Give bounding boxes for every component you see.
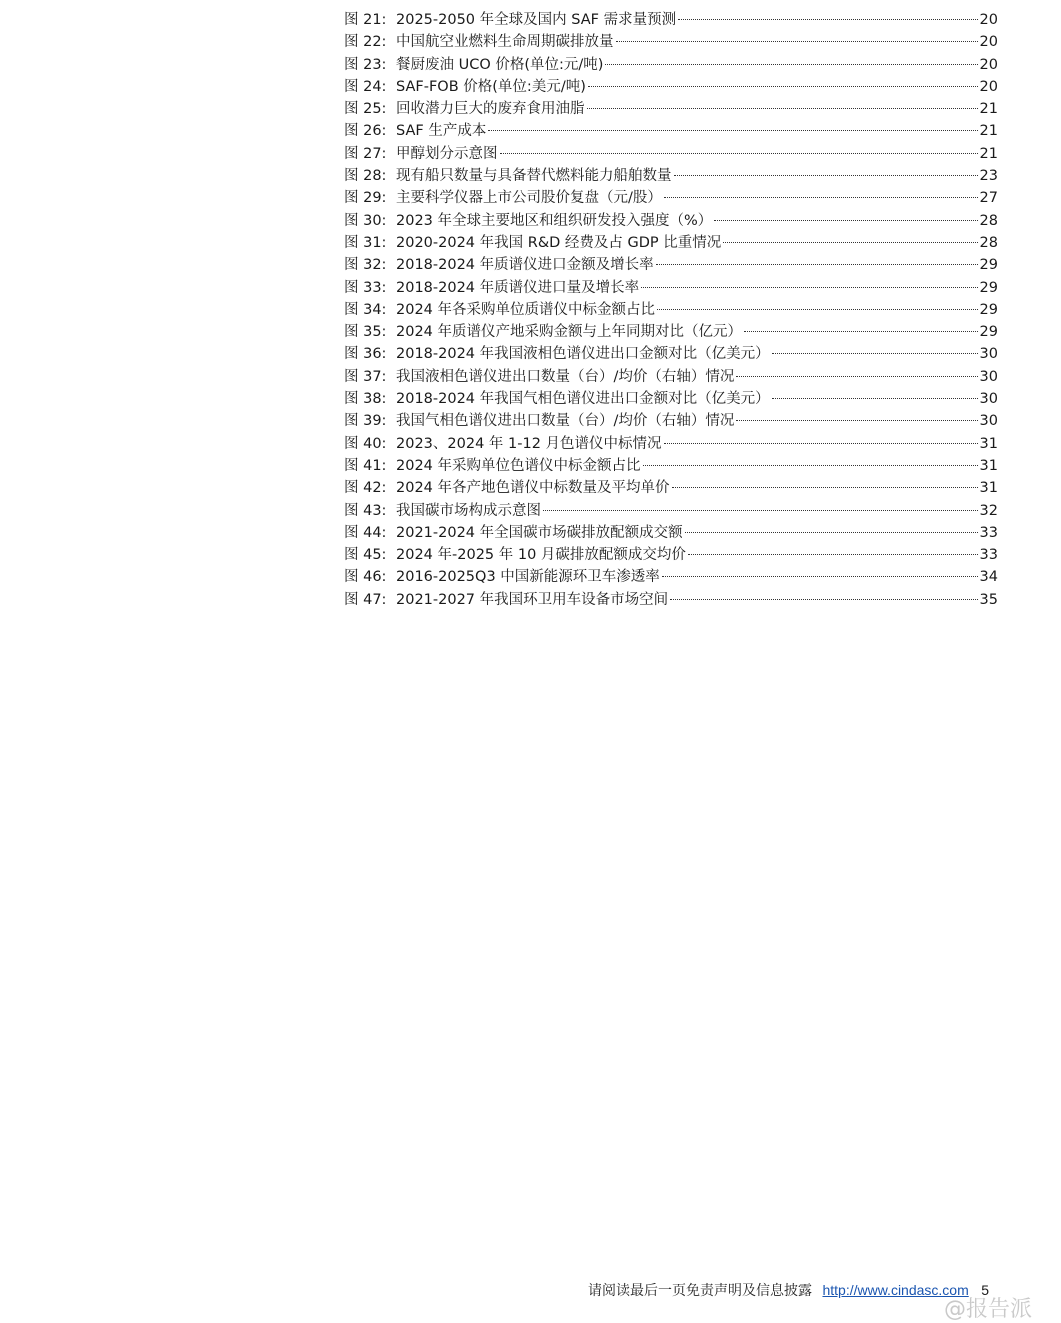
toc-entry[interactable] [344,76,998,98]
dot-leader [772,398,978,399]
figure-title: 现有船只数量与具备替代燃料能力船舶数量 [396,168,672,185]
page-ref: 33 [979,524,998,541]
dot-leader [662,576,978,577]
toc-entry[interactable] [344,522,998,544]
page-ref: 29 [979,301,998,318]
toc-entry[interactable] [344,343,998,365]
figure-number: 图 39: [344,413,387,430]
toc-entry[interactable] [344,566,998,588]
figure-title: 2024 年各采购单位质谱仪中标金额占比 [396,301,656,318]
page-ref: 23 [979,168,998,185]
page-number: 5 [981,1282,989,1298]
figure-number: 图 30: [344,212,387,229]
dot-leader [543,510,978,511]
dot-leader [672,487,978,488]
toc-entry[interactable] [344,299,998,321]
toc-entry[interactable] [344,321,998,343]
watermark: @报告派 [944,1297,1033,1322]
toc-entry[interactable] [344,232,998,254]
figure-title: 我国碳市场构成示意图 [396,502,541,519]
figure-title: 2024 年各产地色谱仪中标数量及平均单价 [396,480,670,497]
figure-title: 甲醇划分示意图 [396,145,498,162]
toc-entry[interactable] [344,366,998,388]
figure-number: 图 41: [344,457,387,474]
figure-number: 图 29: [344,190,387,207]
dot-leader [657,309,978,310]
page-ref: 30 [979,368,998,385]
dot-leader [744,331,978,332]
dot-leader [772,353,978,354]
figure-number: 图 40: [344,435,387,452]
toc-entry[interactable] [344,544,998,566]
toc-entry[interactable] [344,254,998,276]
figure-title: 2024 年-2025 年 10 月碳排放配额成交均价 [396,547,686,564]
figure-number: 图 28: [344,168,387,185]
figure-number: 图 26: [344,123,387,140]
figure-number: 图 23: [344,56,387,73]
page-ref: 31 [979,435,998,452]
toc-entry[interactable] [344,433,998,455]
figure-number: 图 31: [344,234,387,251]
page-ref: 29 [979,257,998,274]
page-ref: 30 [979,391,998,408]
dot-leader [500,153,978,154]
figure-index [344,9,998,611]
dot-leader [588,86,978,87]
figure-number: 图 42: [344,480,387,497]
figure-number: 图 38: [344,391,387,408]
page-ref: 32 [979,502,998,519]
figure-number: 图 47: [344,591,387,608]
page-ref: 31 [979,480,998,497]
page-ref: 29 [979,279,998,296]
page-ref: 28 [979,212,998,229]
dot-leader [723,242,977,243]
page-ref: 34 [979,569,998,586]
figure-number: 图 22: [344,34,387,51]
figure-title: 2018-2024 年质谱仪进口量及增长率 [396,279,640,296]
toc-entry[interactable] [344,477,998,499]
dot-leader [664,443,978,444]
figure-title: 主要科学仪器上市公司股价复盘（元/股） [396,190,662,207]
figure-number: 图 44: [344,524,387,541]
toc-entry[interactable] [344,165,998,187]
figure-title: 2024 年采购单位色谱仪中标金额占比 [396,457,641,474]
website-link[interactable]: http://www.cindasc.com [822,1282,969,1298]
dot-leader [664,197,978,198]
page-footer [588,1280,989,1301]
page-ref: 27 [979,190,998,207]
dot-leader [641,287,977,288]
figure-number: 图 45: [344,547,387,564]
figure-number: 图 21: [344,12,387,28]
page-ref: 21 [979,123,998,140]
figure-number: 图 36: [344,346,387,363]
dot-leader [656,264,978,265]
toc-entry[interactable] [344,410,998,432]
toc-entry[interactable] [344,9,998,31]
figure-title: SAF-FOB 价格(单位:美元/吨) [396,78,586,95]
toc-entry[interactable] [344,98,998,120]
page-ref: 30 [979,413,998,430]
toc-entry[interactable] [344,54,998,76]
figure-title: 2024 年质谱仪产地采购金额与上年同期对比（亿元） [396,324,743,341]
page-ref: 20 [979,12,998,28]
page-ref: 20 [979,56,998,73]
toc-entry[interactable] [344,210,998,232]
figure-number: 图 34: [344,301,387,318]
figure-number: 图 32: [344,257,387,274]
dot-leader [587,108,978,109]
figure-number: 图 33: [344,279,387,296]
figure-title: 2025-2050 年全球及国内 SAF 需求量预测 [396,12,677,28]
figure-number: 图 25: [344,101,387,118]
figure-number: 图 46: [344,569,387,586]
page-ref: 35 [979,591,998,608]
figure-title: 中国航空业燃料生命周期碳排放量 [396,34,614,51]
dot-leader [643,465,978,466]
figure-title: SAF 生产成本 [396,123,487,140]
figure-title: 2020-2024 年我国 R&D 经费及占 GDP 比重情况 [396,234,722,251]
toc-entry[interactable] [344,388,998,410]
toc-entry[interactable] [344,277,998,299]
figure-number: 图 24: [344,78,387,95]
figure-title: 2018-2024 年我国液相色谱仪进出口金额对比（亿美元） [396,346,770,363]
dot-leader [736,376,977,377]
figure-title: 2021-2027 年我国环卫用车设备市场空间 [396,591,669,608]
figure-number: 图 37: [344,368,387,385]
toc-entry[interactable] [344,31,998,53]
disclaimer-note: 请阅读最后一页免责声明及信息披露 [588,1283,813,1299]
toc-entry[interactable] [344,143,998,165]
page-ref: 21 [979,101,998,118]
page-ref: 29 [979,324,998,341]
toc-entry[interactable] [344,589,998,611]
dot-leader [670,599,977,600]
toc-entry[interactable] [344,120,998,142]
dot-leader [674,175,978,176]
page-ref: 28 [979,234,998,251]
dot-leader [616,41,978,42]
dot-leader [488,130,977,131]
figure-number: 图 43: [344,502,387,519]
dot-leader [685,532,978,533]
page-ref: 20 [979,78,998,95]
page-ref: 30 [979,346,998,363]
dot-leader [736,420,977,421]
figure-title: 我国液相色谱仪进出口数量（台）/均价（右轴）情况 [396,368,735,385]
figure-number: 图 27: [344,145,387,162]
toc-entry[interactable] [344,455,998,477]
dot-leader [714,220,977,221]
figure-title: 2016-2025Q3 中国新能源环卫车渗透率 [396,569,660,586]
figure-title: 2021-2024 年全国碳市场碳排放配额成交额 [396,524,683,541]
dot-leader [605,64,977,65]
page-ref: 31 [979,457,998,474]
dot-leader [678,19,977,20]
toc-entry[interactable] [344,187,998,209]
page-ref: 21 [979,145,998,162]
figure-number: 图 35: [344,324,387,341]
figure-title: 2018-2024 年我国气相色谱仪进出口金额对比（亿美元） [396,391,770,408]
figure-title: 我国气相色谱仪进出口数量（台）/均价（右轴）情况 [396,413,735,430]
figure-title: 2018-2024 年质谱仪进口金额及增长率 [396,257,654,274]
figure-title: 回收潜力巨大的废弃食用油脂 [396,101,585,118]
figure-title: 2023 年全球主要地区和组织研发投入强度（%） [396,212,713,229]
toc-entry[interactable] [344,500,998,522]
page-ref: 33 [979,547,998,564]
page-ref: 20 [979,34,998,51]
figure-title: 餐厨废油 UCO 价格(单位:元/吨) [396,56,604,73]
dot-leader [688,554,978,555]
figure-title: 2023、2024 年 1-12 月色谱仪中标情况 [396,435,662,452]
